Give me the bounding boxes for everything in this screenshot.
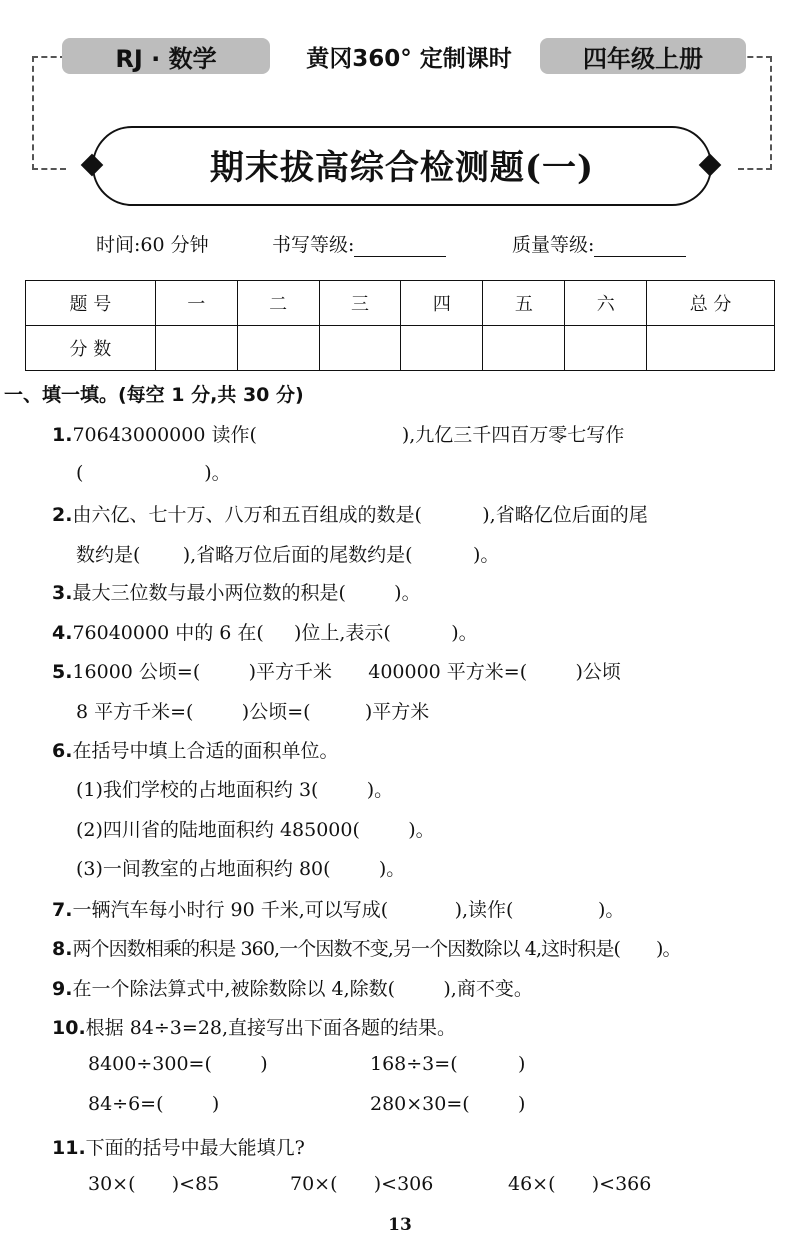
question-number: 4. [52, 622, 73, 644]
table-header-cell: 六 [565, 281, 647, 326]
writing-grade [272, 230, 446, 257]
question-10-item: 8400÷300=( ) [88, 1053, 268, 1075]
score-table [25, 280, 775, 371]
question-4 [52, 618, 478, 645]
question-5-cont: 8 平方千米=( )公顷=( )平方米 [76, 701, 430, 723]
question-6 [52, 736, 338, 763]
grade-label: 四年级上册 [583, 44, 703, 73]
question-number: 5. [52, 661, 73, 683]
question-number: 9. [52, 978, 73, 1000]
table-header-cell: 五 [483, 281, 565, 326]
question-5 [52, 657, 621, 684]
question-2 [52, 500, 648, 527]
question-6-part-2: (2)四川省的陆地面积约 485000( )。 [76, 819, 435, 841]
quality-grade [512, 230, 686, 257]
question-10-item: 84÷6=( ) [88, 1093, 220, 1115]
question-number: 8. [52, 938, 73, 960]
question-10-item: 168÷3=( ) [370, 1053, 526, 1075]
question-6-part-1: (1)我们学校的占地面积约 3( )。 [76, 779, 394, 801]
question-9 [52, 974, 533, 1001]
question-11-item: 30×( )<85 [88, 1173, 220, 1195]
page-number: 13 [388, 1215, 412, 1235]
question-number: 6. [52, 740, 73, 762]
time-label: 时间:60 分钟 [96, 234, 209, 256]
question-text: 两个因数相乘的积是 360,一个因数不变,另一个因数除以 4,这时积是( )。 [72, 938, 681, 960]
question-text: 76040000 中的 6 在( )位上,表示( )。 [72, 622, 478, 644]
score-row-label: 分 数 [26, 326, 156, 371]
question-number: 1. [52, 424, 73, 446]
table-header-cell: 四 [401, 281, 483, 326]
score-cell[interactable] [237, 326, 319, 371]
table-header-cell: 题 号 [26, 281, 156, 326]
table-header-cell: 一 [155, 281, 237, 326]
table-header-cell: 三 [319, 281, 401, 326]
question-1 [52, 420, 624, 447]
question-text: 70643000000 读作( ),九亿三千四百万零七写作 [72, 424, 625, 446]
question-text: 16000 公顷=( )平方千米 400000 平方米=( )公顷 [72, 661, 621, 683]
question-10 [52, 1013, 456, 1040]
question-number: 7. [52, 899, 73, 921]
score-table-score-row [26, 326, 775, 371]
quality-grade-field[interactable] [594, 236, 686, 257]
question-11-item: 46×( )<366 [508, 1173, 652, 1195]
score-cell[interactable] [401, 326, 483, 371]
question-number: 3. [52, 582, 73, 604]
section-heading: 一、填一填。(每空 1 分,共 30 分) [4, 384, 304, 406]
score-table-header-row [26, 281, 775, 326]
question-11-item: 70×( )<306 [290, 1173, 434, 1195]
score-cell[interactable] [565, 326, 647, 371]
brand-label: 黄冈360° 定制课时 [306, 46, 512, 72]
writing-grade-field[interactable] [354, 236, 446, 257]
dashed-connector-left [32, 56, 66, 170]
page-title: 期末拔高综合检测题(一) [209, 148, 595, 188]
score-cell[interactable] [155, 326, 237, 371]
question-text: 最大三位数与最小两位数的积是( )。 [72, 582, 421, 604]
question-text: 由六亿、七十万、八万和五百组成的数是( ),省略亿位后面的尾 [72, 504, 648, 526]
question-number: 2. [52, 504, 73, 526]
question-text: 下面的括号中最大能填几? [85, 1137, 305, 1159]
table-header-cell: 二 [237, 281, 319, 326]
question-3 [52, 578, 421, 605]
score-cell[interactable] [647, 326, 775, 371]
question-10-item: 280×30=( ) [370, 1093, 526, 1115]
score-cell[interactable] [319, 326, 401, 371]
question-text: 在一个除法算式中,被除数除以 4,除数( ),商不变。 [72, 978, 533, 1000]
question-11 [52, 1133, 305, 1160]
table-header-cell: 总 分 [647, 281, 775, 326]
question-7 [52, 895, 624, 922]
subject-tag [62, 38, 270, 74]
question-number: 11. [52, 1137, 86, 1159]
dashed-connector-right [738, 56, 772, 170]
question-number: 10. [52, 1017, 86, 1039]
question-text: 在括号中填上合适的面积单位。 [72, 740, 339, 762]
subject-label: RJ · 数学 [115, 44, 217, 73]
question-text: 根据 84÷3=28,直接写出下面各题的结果。 [85, 1017, 457, 1039]
question-text: 一辆汽车每小时行 90 千米,可以写成( ),读作( )。 [72, 899, 625, 921]
question-1-cont: ( )。 [76, 462, 231, 484]
score-cell[interactable] [483, 326, 565, 371]
question-2-cont: 数约是( ),省略万位后面的尾数约是( )。 [76, 544, 500, 566]
writing-grade-label: 书写等级: [272, 234, 355, 256]
question-8 [52, 934, 681, 961]
question-6-part-3: (3)一间教室的占地面积约 80( )。 [76, 858, 406, 880]
grade-tag [540, 38, 746, 74]
quality-grade-label: 质量等级: [512, 234, 595, 256]
